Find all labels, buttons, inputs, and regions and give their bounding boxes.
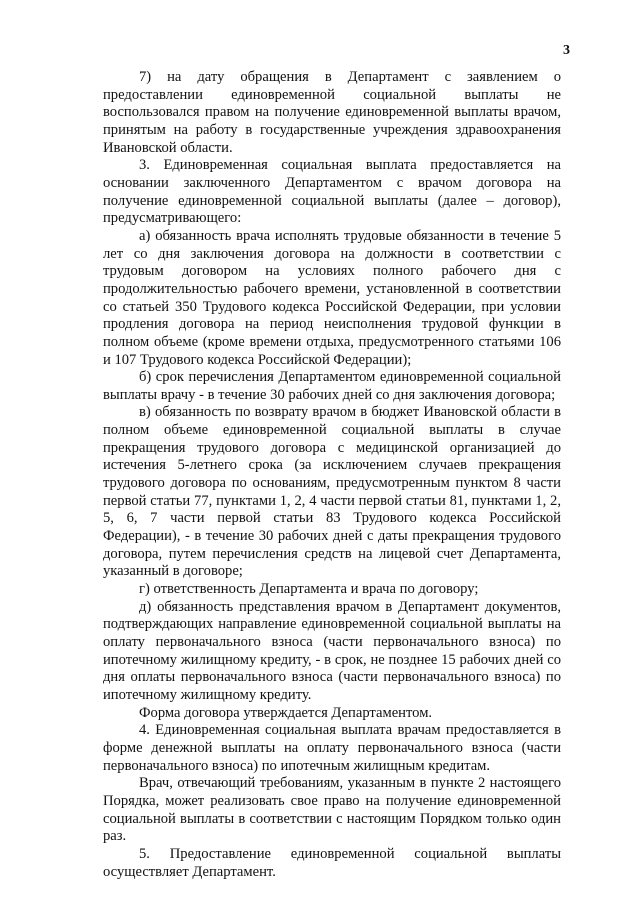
paragraph-subitem-v: в) обязанность по возврату врачом в бюджет Ивановской области в полном объеме единовременной социальной выплаты в случае прекращения трудового договора с медицинской организацией до истечения 5-летнего срока (за исключением случаев прекращения трудового договора по основаниям, предусмотренным пунктом 8 части первой статьи 77, пунктами 1, 2, 4 части первой статьи 81, пунктами 1, 2, 5, 6, 7 части первой статьи 83 Трудового кодекса Российской Федерации), - в течение 30 рабочих дней с даты прекращения трудового договора, путем перечисления средств на лицевой счет Департамента, указанный в договоре; [103, 404, 561, 580]
paragraph-subitem-b: б) срок перечисления Департаментом единовременной социальной выплаты врачу - в течение 30 рабочих дней со дня заключения договора; [103, 369, 561, 403]
paragraph-subitem-d: д) обязанность представления врачом в Департамент документов, подтверждающих направление единовременной социальной выплаты на оплату первоначального взноса (части первоначального взноса) по ипотечному жилищному кредиту, - в срок, не позднее 15 рабочих дней со дня оплаты первоначального взноса (части первоначального взноса) по ипотечному жилищному кредиту. [103, 598, 561, 703]
page-number: 3 [563, 43, 570, 58]
paragraph-section-4: 4. Единовременная социальная выплата врачам предоставляется в форме денежной выплаты на оплату первоначального взноса (части первоначального взноса) по ипотечным жилищным кредитам. [103, 722, 561, 774]
paragraph-contract-form: Форма договора утверждается Департаментом. [139, 704, 433, 721]
paragraph-one-time-right: Врач, отвечающий требованиям, указанным в пункте 2 настоящего Порядка, может реализовать свое право на получение единовременной социальной выплаты в соответствии с настоящим Порядком только один раз. [103, 775, 561, 845]
document-body [103, 69, 561, 881]
paragraph-section-5: 5. Предоставление единовременной социальной выплаты осуществляет Департамент. [103, 845, 561, 880]
paragraph-subitem-a: а) обязанность врача исполнять трудовые обязанности в течение 5 лет со дня заключения договора на должности в соответствии с трудовым договором на условиях полного рабочего дня с продолжительностью рабочего времени, установленной в соответствии со статьей 350 Трудового кодекса Российской Федерации, при условии продления договора на период неисполнения трудовой функции в полном объеме (кроме времени отдыха, предусмотренного статьями 106 и 107 Трудового кодекса Российской Федерации); [103, 227, 561, 368]
paragraph-section-3: 3. Единовременная социальная выплата предоставляется на основании заключенного Департаментом с врачом договора на получение единовременной социальной выплаты (далее – договор), предусматривающего: [103, 157, 561, 227]
paragraph-subitem-g: г) ответственность Департамента и врача по договору; [139, 581, 479, 598]
paragraph-item-7: 7) на дату обращения в Департамент с заявлением о предоставлении единовременной социальной выплаты не воспользовался правом на получение единовременной выплаты врачом, принятым на работу в государственные учреждения здравоохранения Ивановской области. [103, 69, 561, 156]
